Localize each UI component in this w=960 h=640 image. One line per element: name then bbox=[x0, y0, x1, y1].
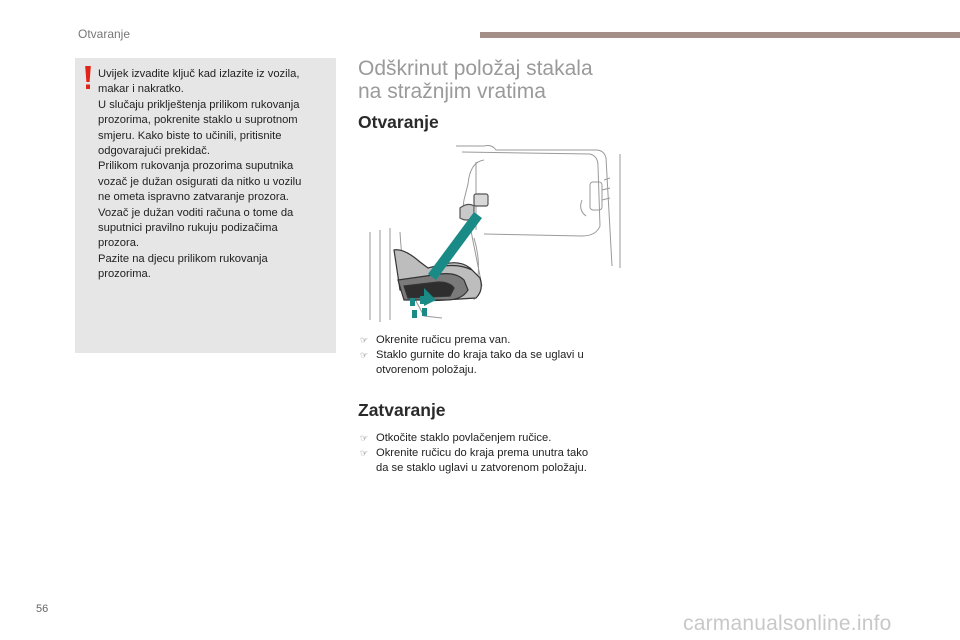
warning-line: Uvijek izvadite ključ kad izlazite iz vozila, bbox=[98, 68, 300, 80]
pointing-finger-icon: ☞ bbox=[360, 335, 369, 345]
warning-line: prozorima. bbox=[98, 268, 151, 281]
exclamation-icon bbox=[84, 66, 92, 90]
warning-line: Vozač je dužan voditi računa o tome da bbox=[98, 206, 294, 219]
step-line: Otkočite staklo povlačenjem ručice. bbox=[376, 432, 552, 444]
watermark[interactable]: carmanualsonline.info bbox=[683, 612, 892, 635]
section-title-line: na stražnjim vratima bbox=[358, 80, 546, 103]
page-number: 56 bbox=[36, 603, 49, 615]
closing-heading: Zatvaranje bbox=[358, 400, 446, 420]
warning-line: Prilikom rukovanja prozorima suputnika bbox=[98, 160, 294, 173]
step-line: Okrenite ručicu prema van. bbox=[376, 334, 511, 346]
opening-heading: Otvaranje bbox=[358, 112, 439, 132]
warning-line: prozorima, pokrenite staklo u suprotnom bbox=[98, 114, 298, 127]
closing-steps bbox=[360, 431, 630, 476]
step-line: Okrenite ručicu do kraja prema unutra tako bbox=[376, 447, 589, 459]
section-title-line: Odškrinut položaj stakala bbox=[358, 57, 593, 80]
warning-line: U slučaju priklještenja prilikom rukovanja bbox=[98, 98, 300, 111]
header-accent-bar bbox=[480, 32, 960, 38]
warning-line: Pazite na djecu prilikom rukovanja bbox=[98, 252, 268, 265]
step-line: da se staklo uglavi u zatvorenom položaju. bbox=[376, 462, 587, 474]
warning-line: prozora. bbox=[98, 237, 140, 250]
warning-text bbox=[98, 67, 326, 283]
pointing-finger-icon: ☞ bbox=[360, 350, 369, 360]
pointing-finger-icon: ☞ bbox=[360, 433, 369, 443]
step-line: otvorenom položaju. bbox=[376, 364, 477, 376]
step-line: Staklo gurnite do kraja tako da se uglavi u bbox=[376, 349, 584, 361]
list-item bbox=[360, 333, 630, 348]
warning-line: vozač je dužan osigurati da nitko u vozilu bbox=[98, 175, 302, 188]
running-header: Otvaranje bbox=[78, 27, 131, 41]
warning-line: odgovarajući prekidač. bbox=[98, 145, 210, 158]
warning-line: makar i nakratko. bbox=[98, 83, 184, 96]
pointing-finger-icon: ☞ bbox=[360, 448, 369, 458]
warning-line: ne ometa ispravno zatvaranje prozora. bbox=[98, 191, 289, 204]
list-item bbox=[360, 348, 630, 378]
window-latch-illustration bbox=[364, 140, 622, 324]
section-title bbox=[358, 57, 638, 103]
opening-steps bbox=[360, 333, 630, 378]
warning-box bbox=[75, 58, 336, 353]
list-item bbox=[360, 446, 630, 476]
warning-line: smjeru. Kako biste to učinili, pritisnite bbox=[98, 129, 282, 142]
warning-line: suputnici pravilno rukuju podizačima bbox=[98, 222, 278, 235]
list-item bbox=[360, 431, 630, 446]
